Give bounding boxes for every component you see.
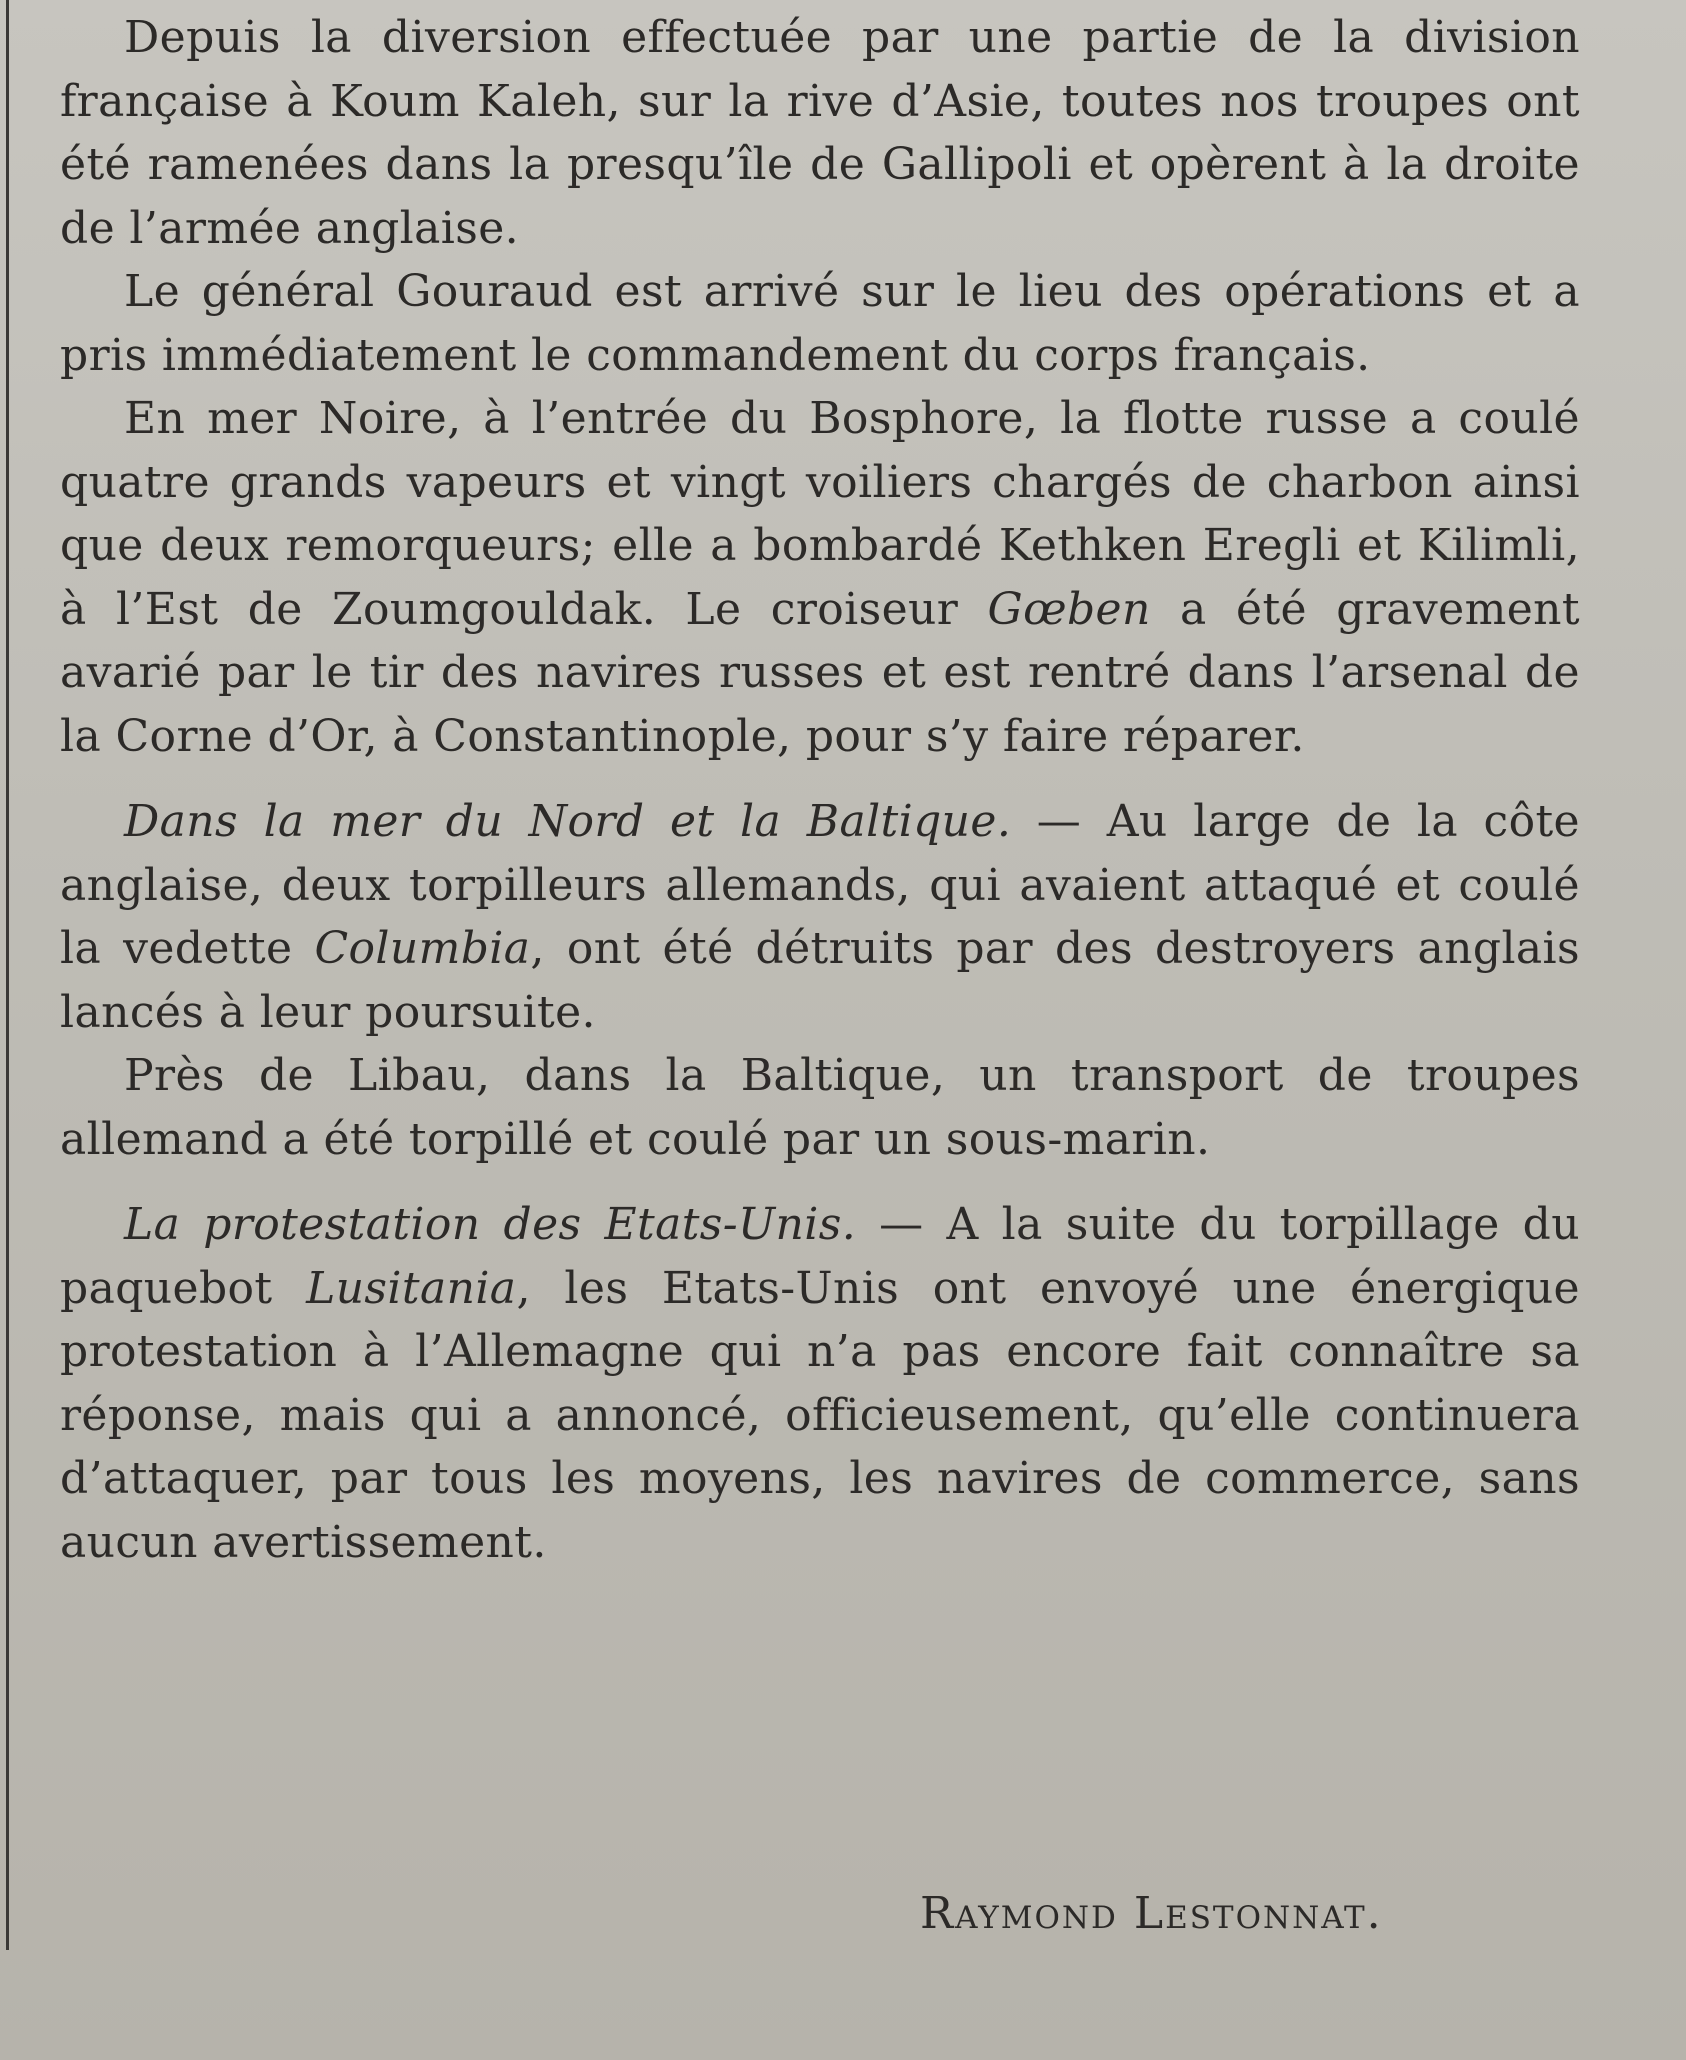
text-segment: — Au large de la côte anglaise, deux torpilleurs allemands, qui avaient attaqué et coulé la vedette [60,796,1580,974]
text-segment: , ont été détruits par des destroyers anglais lancés à leur poursuite. [60,923,1580,1038]
text-segment: En mer Noire, à l’entrée du Bosphore, la flotte russe a coulé quatre grands vapeurs et vingt voiliers chargés de charbon ainsi que deux remorqueurs; elle a bombardé Kethken Eregli et Kilimli, à l’Est de Zoumgouldak. Le croiseur [60,393,1580,635]
paragraph-mer-du-nord [60,790,1580,1044]
ship-name-columbia: Columbia [314,923,531,974]
article-column [60,6,1580,1574]
author-signature: Raymond Lestonnat. [920,1888,1383,1939]
text-segment: , les Etats-Unis ont envoyé une énergique protestation à l’Allemagne qui n’a pas encore fait connaître sa réponse, mais qui a annoncé, officieusement, qu’elle continuera d’attaquer, par tous les moyens, les navires de commerce, sans aucun avertissement. [60,1262,1580,1568]
text-segment: a été gravement avarié par le tir des navires russes et est rentré dans l’arsenal de la Corne d’Or, à Constantinople, pour s’y faire réparer. [60,583,1580,762]
paragraph-mer-noire [60,387,1580,768]
section-heading-mer-du-nord: Dans la mer du Nord et la Baltique. [124,796,1012,847]
text-segment: — A la suite du torpillage du paquebot [60,1199,1580,1314]
paragraph-koum-kaleh: Depuis la diversion effectuée par une partie de la division française à Koum Kaleh, sur la rive d’Asie, toutes nos troupes ont été ramenées dans la presqu’île de Gallipoli et opèrent à la droite de l’armée anglaise. [60,12,1580,254]
ship-name-goeben: Gœben [987,583,1151,635]
paragraph-libau: Près de Libau, dans la Baltique, un transport de troupes allemand a été torpillé et coulé par un sous-marin. [60,1050,1580,1165]
ship-name-lusitania: Lusitania [306,1262,517,1314]
column-rule [6,0,9,1950]
paragraph-gouraud: Le général Gouraud est arrivé sur le lieu des opérations et a pris immédiatement le commandement du corps français. [60,266,1580,381]
paragraph-etats-unis [60,1193,1580,1574]
section-heading-etats-unis: La protestation des Etats-Unis. [124,1199,857,1250]
